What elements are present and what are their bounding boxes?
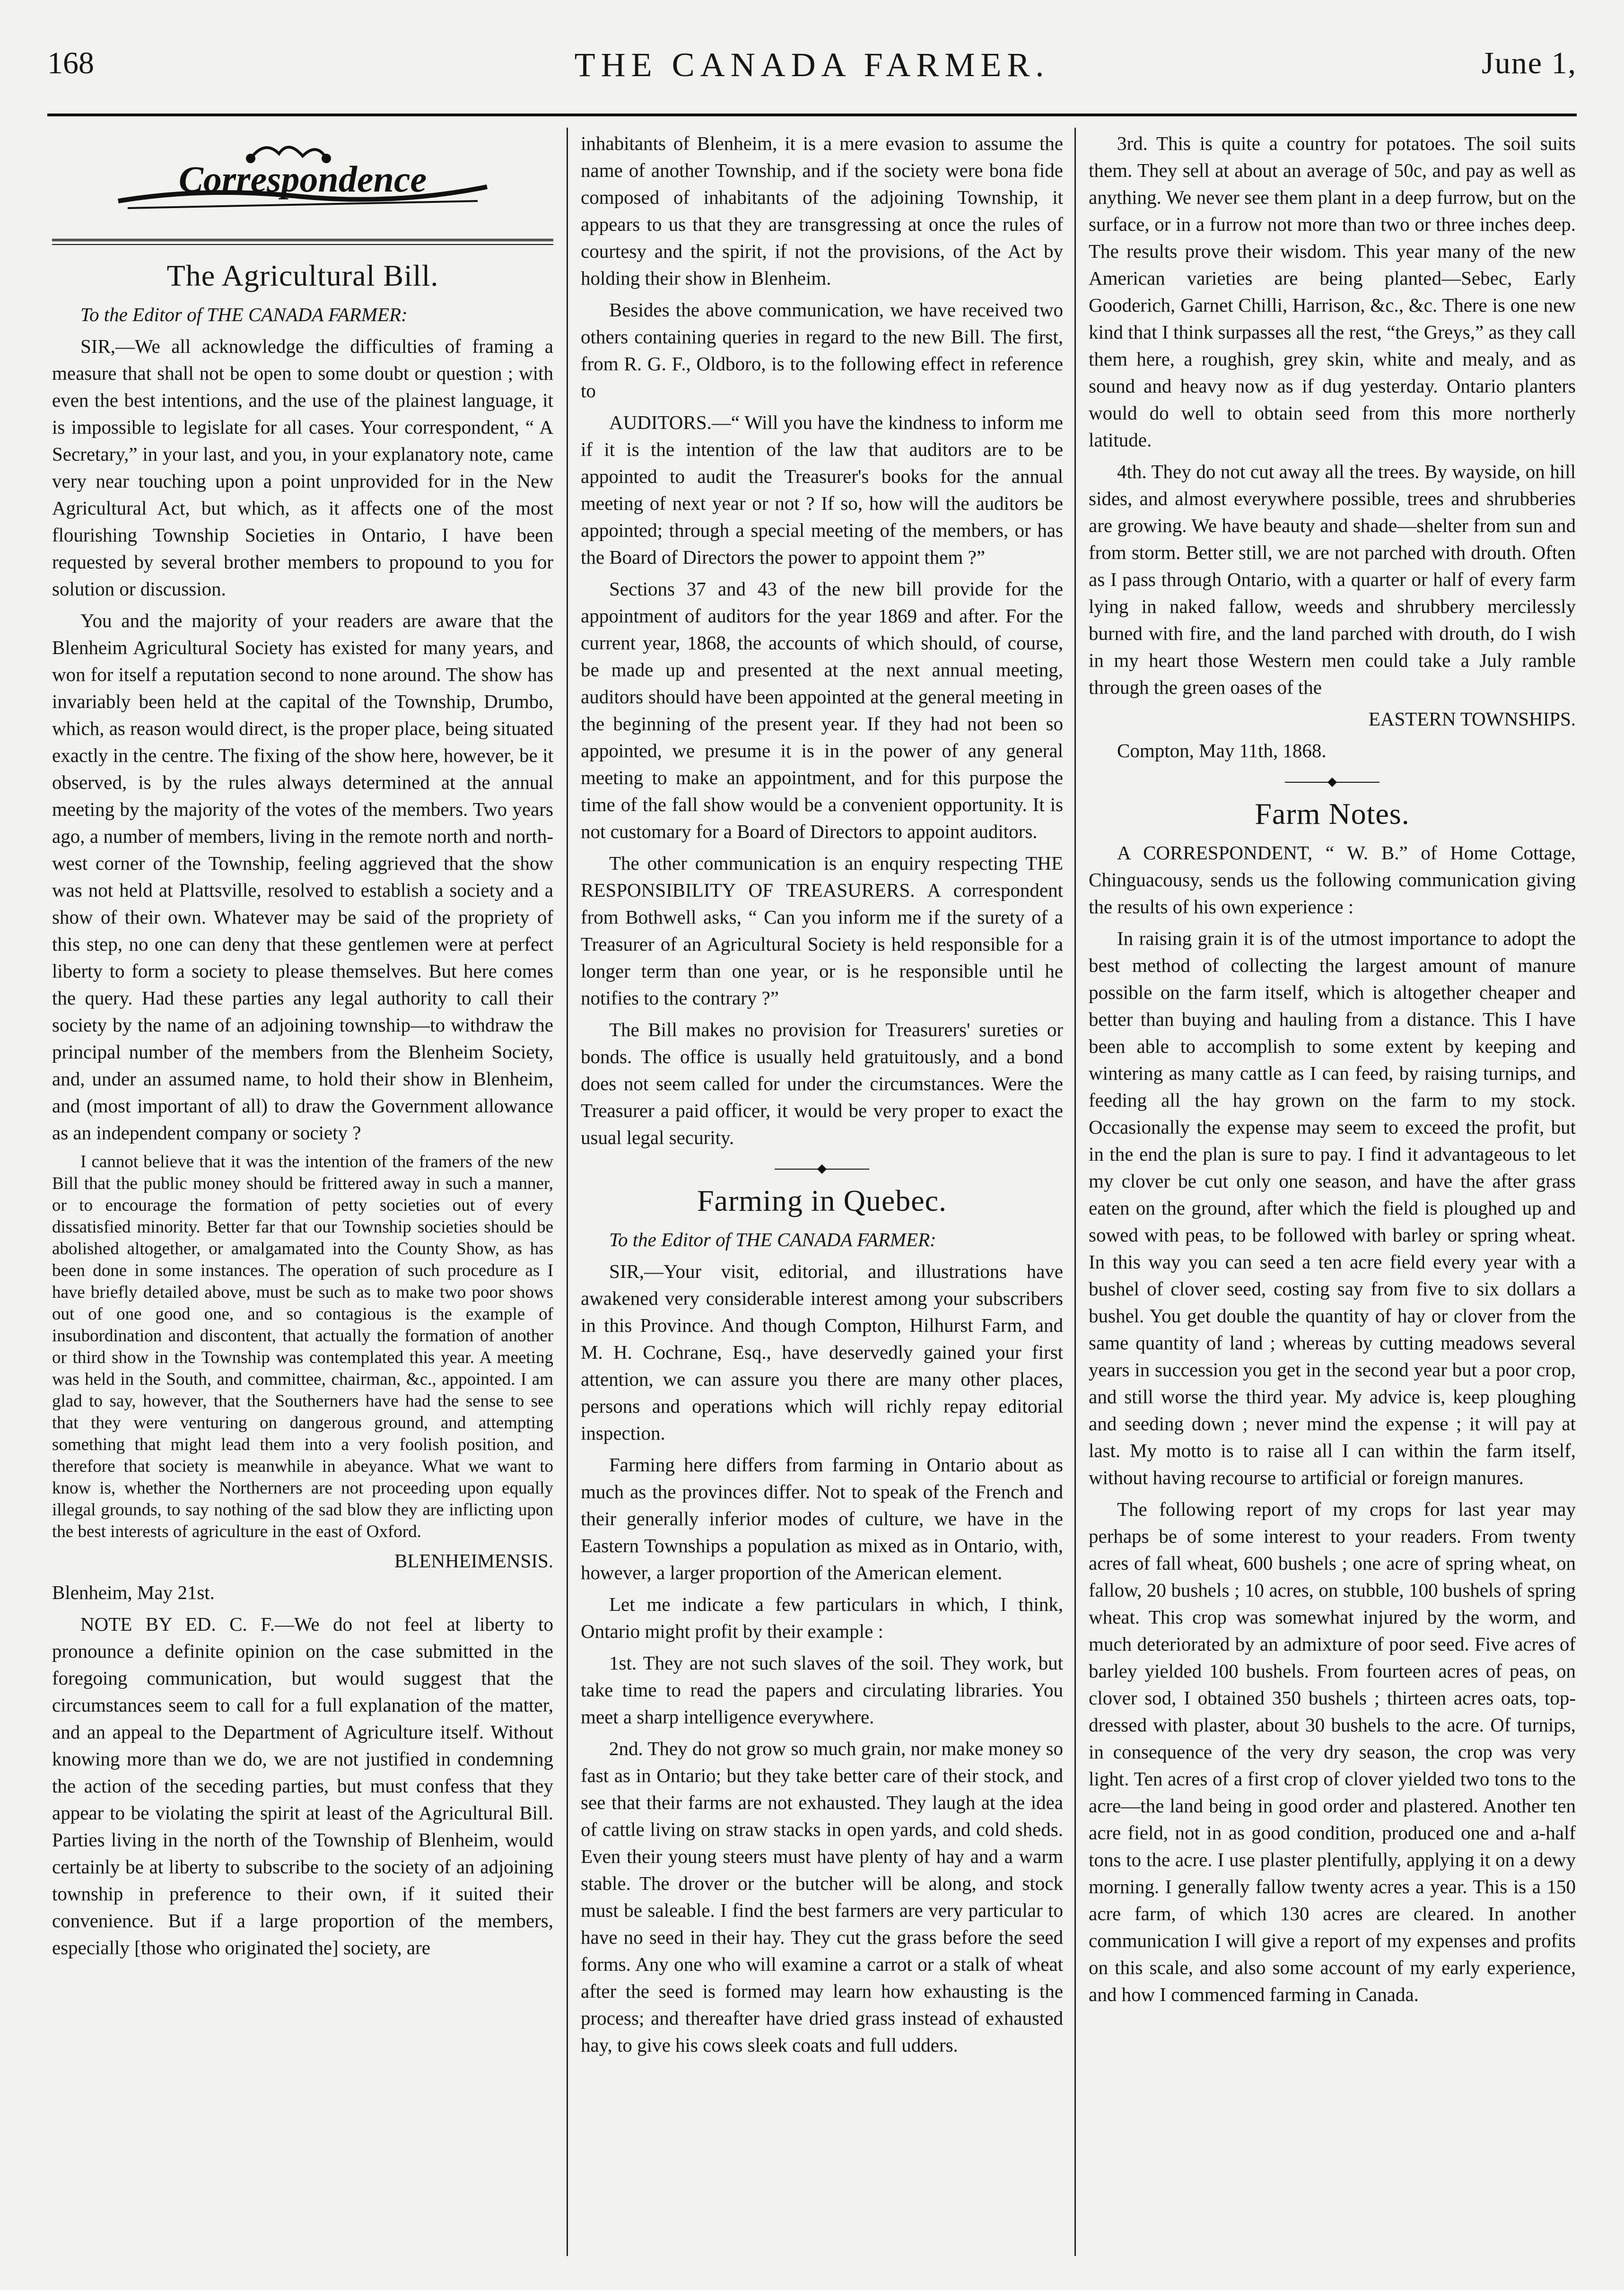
paragraph: Sections 37 and 43 of the new bill provide for the appointment of auditors for the year 1869 and after. For the current year, 1868, the accounts of which should, of course, be made up and presented at the next annual meeting, auditors should have been appointed at the general meeting in the beginning of the present year. If they had not been so appointed, we presume it is in the power of any general meeting to make an appointment, and for this purpose the time of the fall show would be a convenient opportunity. It is not customary for a Board of Directors to appoint auditors. xyxy=(581,578,1063,842)
page-header xyxy=(47,45,1577,107)
article-address: To the Editor of THE CANADA FARMER: xyxy=(609,1229,936,1250)
article-title-farming-quebec: Farming in Quebec. xyxy=(697,1184,947,1217)
page-number: 168 xyxy=(47,46,94,80)
masthead: THE CANADA FARMER. xyxy=(574,46,1050,84)
header-rule xyxy=(47,114,1577,116)
section-rule xyxy=(52,239,553,245)
paragraph: A CORRESPONDENT, “ W. B.” of Home Cottage, Chinguacousy, sends us the following communication giving the results of his own experience : xyxy=(1089,842,1576,918)
paragraph: Besides the above communication, we have received two others containing queries in regard to the new Bill. The first, from R. G. F., Oldboro, is to the following effect in reference to xyxy=(581,299,1063,402)
article-title-agricultural-bill: The Agricultural Bill. xyxy=(166,259,439,292)
paragraph: AUDITORS.—“ Will you have the kindness to inform me if it is the intention of the law that auditors are to be appointed to audit the Treasurer's books for the annual meeting of next year or not ? If so, how will the auditors be appointed; through a special meeting of the members, or has the Board of Directors the power to appoint them ?” xyxy=(581,411,1063,568)
column-2 xyxy=(581,130,1063,2063)
place-date: Blenheim, May 21st. xyxy=(52,1582,215,1603)
paragraph: The Bill makes no provision for Treasurers' sureties or bonds. The office is usually held gratuitously, and a bond does not seem called for under the circumstances. Were the Treasurer a paid officer, it would be very proper to exact the usual legal security. xyxy=(581,1019,1063,1148)
column-separator xyxy=(567,128,568,2256)
ornament-divider xyxy=(775,1163,869,1175)
editor-note: NOTE BY ED. C. F.—We do not feel at liberty to pronounce a definite opinion on the case submitted in the foregoing communication, but would suggest that the circumstances seem to call for a full explanation of the matter, and an appeal to the Department of Agriculture itself. Without knowing more than we do, we are not justified in condemning the action of the seceding parties, but must confess that they appear to be violating the spirit at least of the Agricultural Bill. Parties living in the north of the Township of Blenheim, would certainly be at liberty to subscribe to the society of an adjoining township in preference to their own, if it suited their convenience. But if a large proportion of the members, especially [those who originated the] society, are xyxy=(52,1613,553,1958)
signature: EASTERN TOWNSHIPS. xyxy=(1368,708,1576,730)
column-separator xyxy=(1074,128,1076,2256)
ornament-divider xyxy=(1285,777,1380,788)
paragraph: Let me indicate a few particulars in which, I think, Ontario might profit by their example : xyxy=(581,1593,1063,1642)
correspondence-logo xyxy=(109,130,497,225)
place-date: Compton, May 11th, 1868. xyxy=(1117,740,1327,761)
paragraph: 1st. They are not such slaves of the soil. They work, but take time to read the papers and circulating libraries. You meet a sharp intelligence everywhere. xyxy=(581,1652,1063,1728)
paragraph: 2nd. They do not grow so much grain, nor make money so fast as in Ontario; but they take better care of their stock, and see that their farms are not exhausted. They laugh at the idea of cattle living on straw stacks in open yards, and cold sheds. Even their young steers must have plenty of hay and a warm stable. The drover or the butcher will be along, and stock must be saleable. I find the best farmers are very particular to have no seed in their hay. They cut the grass before the seed forms. Any one who will examine a carrot or a stalk of wheat after the seed is formed may learn how exhausting is the process; and thereafter have dried grass instead of exhausted hay, to give his cows sleek coats and full udders. xyxy=(581,1738,1063,2056)
logo-text: Correspondence xyxy=(178,158,427,200)
paragraph: inhabitants of Blenheim, it is a mere evasion to assume the name of another Township, and if the society were bona fide composed of inhabitants of the adjoining Township, it appears to us that they are transgressing at once the rules of courtesy and the spirit, if not the provisions, of the Act by holding their show in Blenheim. xyxy=(581,132,1063,289)
issue-date: June 1, xyxy=(1482,46,1577,80)
paragraph: The following report of my crops for last year may perhaps be of some interest to your readers. From twenty acres of fall wheat, 600 bushels ; one acre of spring wheat, on fallow, 20 bushels ; 10 acres, on stubble, 100 bushels of spring wheat. This crop was somewhat injured by the worm, and much deteriorated by an admixture of poor seed. Five acres of barley yielded 100 bushels. From fourteen acres of peas, on clover sod, I obtained 350 bushels ; thirteen acres oats, top-dressed with plaster, about 30 bushels to the acre. Of turnips, in consequence of the very dry season, the crop was very light. Ten acres of a first crop of clover yielded two tons to the acre—the land being in good order and plastered. Another ten acre field, not in as good condition, produced one and a-half tons to the acre. I use plaster plentifully, applying it on a dewy morning. I generally fallow twenty acres a year. This is a 150 acre farm, of which 130 acres are cleared. In another communication I will give a report of my expenses and profits on this scale, and also some account of my early experience, and how I commenced farming in Canada. xyxy=(1089,1498,1576,2005)
paragraph: Farming here differs from farming in Ontario about as much as the provinces differ. Not to speak of the French and their generally inferior modes of culture, we have in the Eastern Townships a population as mixed as in Ontario, with, however, a larger proportion of the American element. xyxy=(581,1454,1063,1583)
paragraph: SIR,—We all acknowledge the difficulties of framing a measure that shall not be open to some doubt or question ; with even the best intentions, and the use of the plainest language, it is impossible to legislate for all cases. Your correspondent, “ A Secretary,” in your last, and you, in your explanatory note, came very near touching upon a point unprovided for in the New Agricultural Act, but which, as it affects one of the most flourishing Township Societies in Ontario, I have been requested by several brother members to propound to you for solution or discussion. xyxy=(52,335,553,600)
article-address: To the Editor of THE CANADA FARMER: xyxy=(80,304,408,325)
paragraph: I cannot believe that it was the intention of the framers of the new Bill that the public money should be frittered away in such a manner, or to encourage the formation of petty societies out of every dissatisfied minority. Better far that our Township societies should be abolished altogether, or amalgamated into the County Show, as has been done in some instances. The operation of such procedure as I have briefly detailed above, must be such as to make two poor shows out of one good one, and so contagious is the example of insubordination and discontent, that actually the formation of another or third show in the Township was contemplated this year. A meeting was held in the South, and committee, chairman, &c., appointed. I am glad to say, however, that the Southerners have had the sense to see that they were venturing on dangerous ground, and attempting something that might lead them into a very foolish position, and therefore that society is meanwhile in abeyance. What we want to know is, whether the Northerners are not proceeding upon equally illegal grounds, to say nothing of the sad blow they are inflicting upon the best interests of agriculture in the east of Oxford. xyxy=(52,1152,553,1541)
paragraph: SIR,—Your visit, editorial, and illustrations have awakened very considerable interest among your subscribers in this Province. And though Compton, Hilhurst Farm, and M. H. Cochrane, Esq., have deservedly gained your first attention, we can assure you there are many other places, persons and operations which will richly repay editorial inspection. xyxy=(581,1260,1063,1444)
column-3 xyxy=(1089,130,1576,2013)
paragraph: 3rd. This is quite a country for potatoes. The soil suits them. They sell at about an average of 50c, and pay as well as anything. We never see them plant in a deep furrow, but on the surface, or in a furrow not more than two or three inches deep. The results prove their wisdom. This year many of the new American varieties are being planted—Sebec, Early Gooderich, Garnet Chilli, Harrison, &c., &c. There is one new kind that I think surpasses all the rest, “the Greys,” as they call them here, a roughish, grey skin, white and mealy, and as sound and heavy now as if dug yesterday. Ontario planters would do well to obtain seed from this more northerly latitude. xyxy=(1089,132,1576,451)
column-1 xyxy=(52,130,553,1966)
paragraph: 4th. They do not cut away all the trees. By wayside, on hill sides, and almost everywhere possible, trees and shrubberies are growing. We have beauty and shade—shelter from sun and from storm. Better still, we are not parched with drouth. Often as I pass through Ontario, with a quarter or half of every farm lying in naked fallow, weeds and shrubbery mercilessly burned with fire, and the land parched with drouth, do I wish in my heart those Western men could take a July ramble through the green oases of the xyxy=(1089,461,1576,698)
paragraph: You and the majority of your readers are aware that the Blenheim Agricultural Society has existed for many years, and won for itself a reputation second to none around. The show has invariably been held at the capital of the Township, Drumbo, which, as reason would direct, is the proper place, being situated exactly in the centre. The fixing of the show here, however, be it observed, is by the rules always determined at the annual meeting by the majority of the votes of the members. Two years ago, a number of members, living in the remote north and north-west corner of the Township, feeling aggrieved that the show was not held at Plattsville, resolved to establish a society and a show of their own. Whatever may be said of the propriety of this step, no one can deny that these gentlemen were at perfect liberty to form a society to please themselves. But here comes the query. Had these parties any legal authority to call their society by the name of an adjoining township—to withdraw the principal number of the members from the Blenheim Society, and, under an assumed name, to hold their show in Blenheim, and (most important of all) to draw the Government allowance as an independent company or society ? xyxy=(52,610,553,1144)
paragraph: In raising grain it is of the utmost importance to adopt the best method of collecting the largest amount of manure possible on the farm itself, which is altogether cheaper and better than buying and hauling from a distance. This I have been able to accomplish to some extent by keeping and wintering as many cattle as I can feed, by raising turnips, and feeding all the hay grown on the farm to my stock. Occasionally the expense may seem to exceed the profit, but in the end the plan is sure to pay. I find it advantageous to let my clover be cut only one season, and have the after grass eaten on the ground, after which the field is ploughed up and sowed with peas, to be followed with barley or spring wheat. In this way you can seed a ten acre field every year with a bushel of clover seed, costing say from five to six dollars a bushel. You get double the quantity of hay or clover from the same quantity of land ; whereas by cutting meadows several years in succession you get in the second year but a poor crop, and still worse the third year. My advice is, keep ploughing and seeding down ; never mind the expense ; it will pay at last. My motto is to raise all I can within the farm itself, without having recourse to artificial or foreign manures. xyxy=(1089,927,1576,1488)
signature: BLENHEIMENSIS. xyxy=(394,1550,553,1572)
paragraph: The other communication is an enquiry respecting THE RESPONSIBILITY OF TREASURERS. A correspondent from Bothwell asks, “ Can you inform me if the surety of a Treasurer of an Agricultural Society is held responsible for a longer term than one year, or is he responsible until he notifies to the contrary ?” xyxy=(581,852,1063,1009)
article-title-farm-notes: Farm Notes. xyxy=(1255,797,1410,830)
